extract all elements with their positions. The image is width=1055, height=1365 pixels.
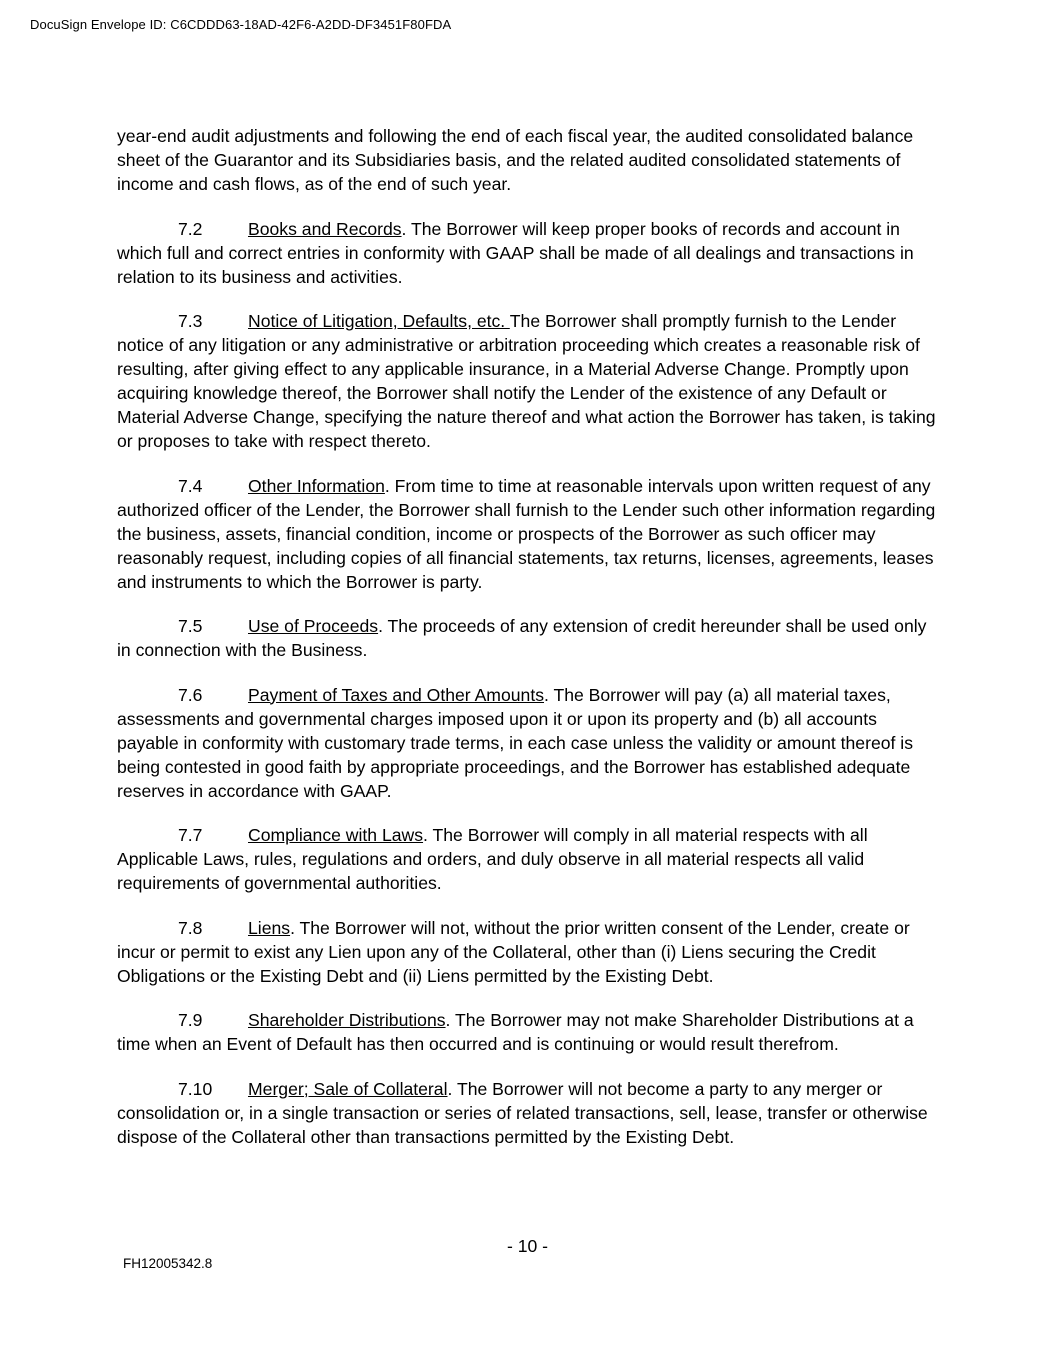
section-title: Liens (248, 917, 291, 938)
section-7-6 (117, 683, 939, 803)
section-7-7 (117, 823, 939, 895)
section-body: . The Borrower may not make Shareholder Distributions at a time when an Event of Default has then occurred and is continuing or would result therefrom. (117, 1010, 914, 1054)
section-number: 7.9 (178, 1010, 203, 1030)
section-7-8 (117, 916, 939, 988)
section-7-5 (117, 614, 939, 662)
section-number: 7.3 (178, 311, 203, 331)
section-title: Shareholder Distributions (248, 1010, 446, 1030)
section-title: Other Information (248, 475, 385, 496)
section-body: . The Borrower will not, without the prior written consent of the Lender, create or incur or permit to exist any Lien upon any of the Collateral, other than (i) Liens securing the Credit Obligations or the Existing Debt and (ii) Liens permitted by the Existing Debt. (117, 917, 910, 986)
section-body: . The Borrower will comply in all material respects with all Applicable Laws, rules, regulations and orders, and duly observe in all material respects all valid requirements of governmental authorities. (117, 825, 868, 893)
section-title: Notice of Litigation, Defaults, etc. (248, 311, 510, 331)
section-body: . The Borrower will keep proper books of records and account in which full and correct entries in conformity with GAAP shall be made of all dealings and transactions in relation to its business and activities. (117, 218, 914, 287)
page-number: - 10 - (506, 1236, 549, 1256)
section-body: . From time to time at reasonable intervals upon written request of any authorized officer of the Lender, the Borrower shall furnish to the Lender such other information regarding the business, assets, financial condition, income or prospects of the Borrower as such officer may reasonably request, including copies of all financial statements, tax returns, licenses, agreements, leases and instruments to which the Borrower is party. (117, 475, 936, 592)
section-body: . The Borrower will not become a party to any merger or consolidation or, in a single transaction or series of related transactions, sell, lease, transfer or otherwise dispose of the Collateral other than transactions permitted by the Existing Debt. (117, 1078, 928, 1147)
section-number: 7.6 (178, 684, 203, 705)
section-number: 7.4 (178, 475, 203, 496)
section-number: 7.8 (178, 917, 203, 938)
section-title: Books and Records (248, 218, 402, 239)
section-7-4 (117, 474, 939, 594)
section-title: Payment of Taxes and Other Amounts (248, 684, 544, 705)
document-body (117, 124, 939, 1169)
section-7-10 (117, 1077, 939, 1149)
section-title: Use of Proceeds (248, 616, 379, 636)
section-number: 7.7 (178, 825, 203, 845)
docusign-envelope-id: DocuSign Envelope ID: C6CDDD63-18AD-42F6-A2DD-DF3451F80FDA (30, 17, 452, 32)
intro-paragraph: year-end audit adjustments and following the end of each fiscal year, the audited consolidated balance sheet of the Guarantor and its Subsidiaries basis, and the related audited consolidated statements of income and cash flows, as of the end of such year. (117, 126, 914, 194)
section-number: 7.2 (178, 218, 203, 239)
section-title: Compliance with Laws (248, 825, 424, 845)
section-7-9 (117, 1008, 939, 1056)
section-body: . The Borrower will pay (a) all material taxes, assessments and governmental charges imposed upon it or upon its property and (b) all accounts payable in conformity with customary trade terms, in each case unless the validity or amount thereof is being contested in good faith by appropriate proceedings, and the Borrower has established adequate reserves in accordance with GAAP. (117, 684, 913, 801)
document-id: FH12005342.8 (123, 1256, 213, 1271)
section-7-2 (117, 217, 939, 289)
section-title: Merger; Sale of Collateral (248, 1078, 448, 1099)
section-body: . The proceeds of any extension of credit hereunder shall be used only in connection with the Business. (117, 616, 927, 660)
section-number: 7.10 (178, 1078, 213, 1099)
section-body: The Borrower shall promptly furnish to the Lender notice of any litigation or any administrative or arbitration proceeding which creates a reasonable risk of resulting, after giving effect to any applicable insurance, in a Material Adverse Change. Promptly upon acquiring knowledge thereof, the Borrower shall notify the Lender of the existence of any Default or Material Adverse Change, specifying the nature thereof and what action the Borrower has taken, is taking or proposes to take with respect thereto. (117, 311, 936, 451)
section-number: 7.5 (178, 616, 203, 636)
section-7-3 (117, 309, 939, 453)
